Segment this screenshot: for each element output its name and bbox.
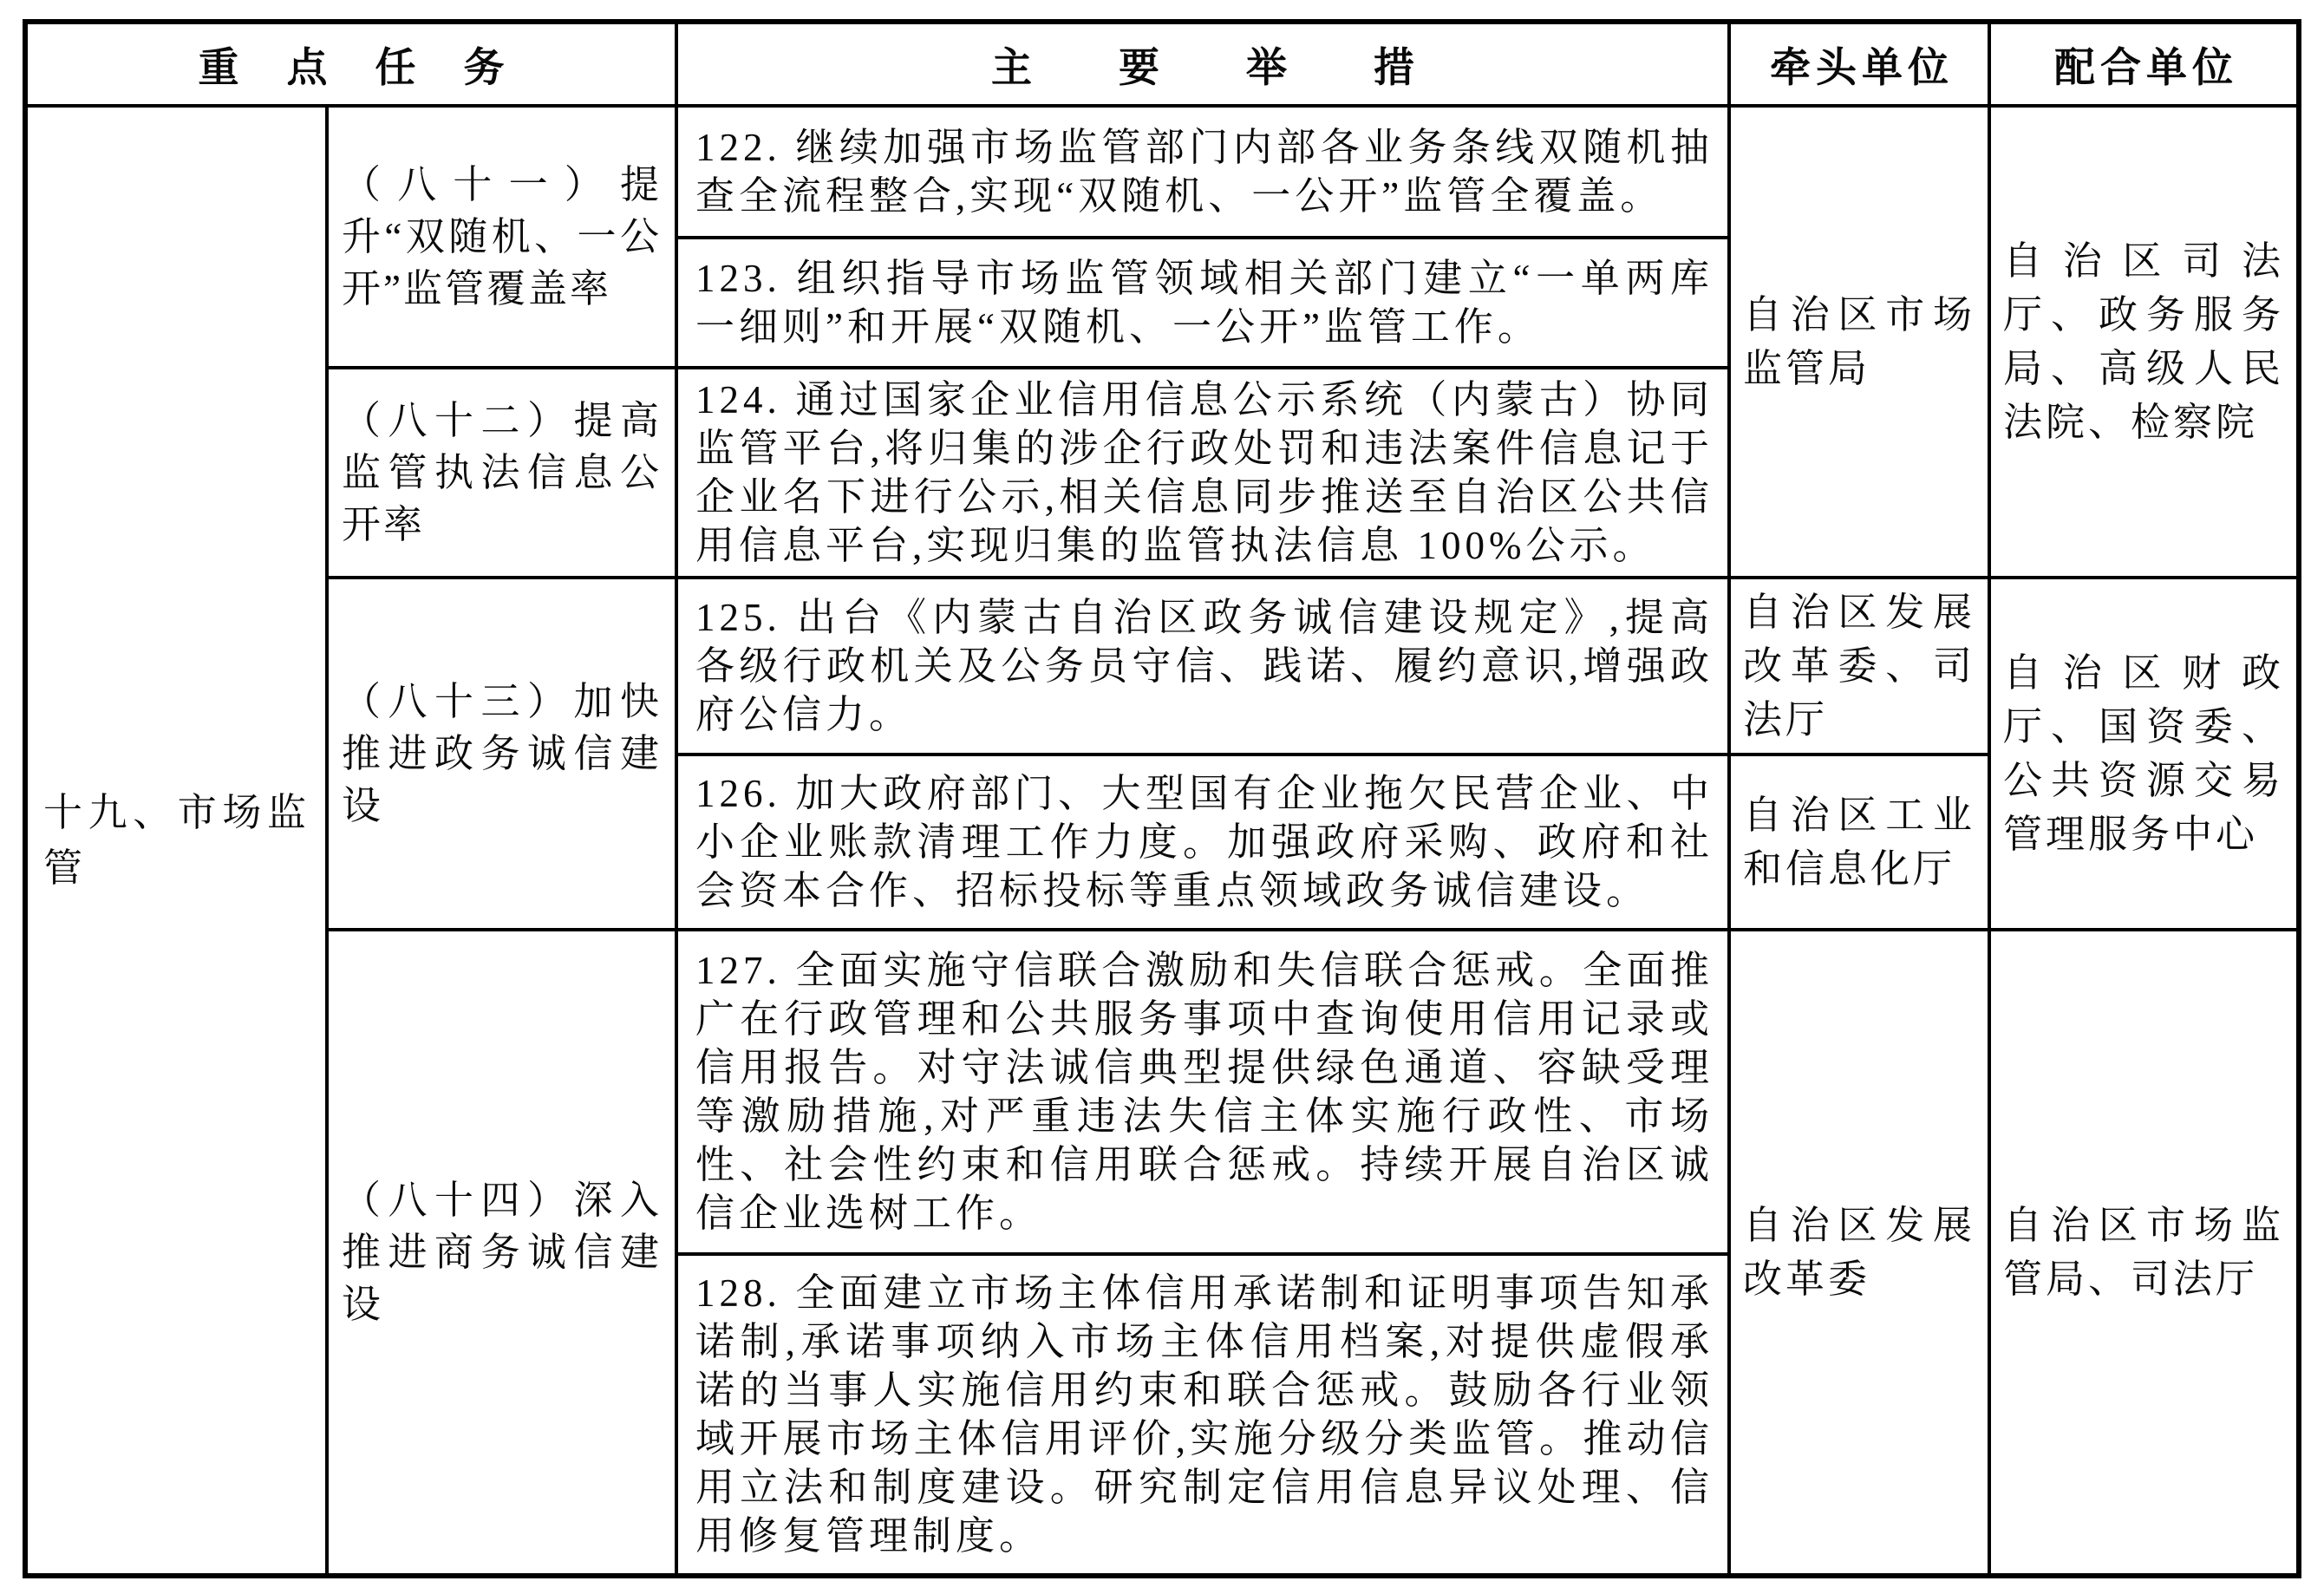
cell-subtask-82 (329, 369, 675, 576)
cell-measure-124 (678, 369, 1727, 576)
cell-measure-123 (678, 239, 1727, 366)
subtask-81-text: （八十一）提升“双随机、一公开”监管覆盖率 (342, 163, 662, 310)
subtask-84-text: （八十四）深入推进商务诚信建设 (342, 1179, 662, 1326)
cell-measure-122 (678, 108, 1727, 236)
cell-subtask-81 (329, 108, 675, 366)
column-header-main-measures-label: 主要举措 (991, 43, 1501, 90)
lead-unit-125-text: 自治区发展改革委、司法厅 (1743, 591, 1975, 741)
support-unit-122-124-text: 自治区司法厅、政务服务局、高级人民法院、检察院 (2003, 239, 2284, 444)
measure-125-text: 125. 出台《内蒙古自治区政务诚信建设规定》,提高各级行政机关及公务员守信、践诺、履约意识,增强政府公信力。 (695, 596, 1714, 736)
column-header-lead-unit (1731, 24, 1988, 104)
measure-128-text: 128. 全面建立市场主体信用承诺制和证明事项告知承诺制,承诺事项纳入市场主体信用档案,对提供虚假承诺的当事人实施信用约束和联合惩戒。鼓励各行业领域开展市场主体信用评价,实施分级分类监管。推动信用立法和制度建设。研究制定信用信息异议处理、信用修复管理制度。 (695, 1271, 1714, 1558)
cell-subtask-83 (329, 579, 675, 928)
column-header-support-unit-label: 配合单位 (2054, 43, 2238, 90)
column-header-lead-unit-label: 牵头单位 (1770, 43, 1954, 90)
cell-measure-127 (678, 931, 1727, 1252)
cell-major-task-19-market-supervision (28, 108, 325, 1573)
subtask-83-text: （八十三）加快推进政务诚信建设 (342, 680, 662, 827)
cell-measure-125 (678, 579, 1727, 753)
column-header-support-unit (1991, 24, 2296, 104)
lead-unit-126-text: 自治区工业和信息化厅 (1743, 794, 1975, 891)
measure-122-text: 122. 继续加强市场监管部门内部各业务条线双随机抽查全流程整合,实现“双随机、一公开”监管全覆盖。 (695, 126, 1714, 218)
support-unit-127-128-text: 自治区市场监管局、司法厅 (2003, 1204, 2284, 1301)
support-unit-125-126-text: 自治区财政厅、国资委、公共资源交易管理服务中心 (2003, 651, 2284, 856)
subtask-82-text: （八十二）提高监管执法信息公开率 (342, 399, 662, 546)
cell-lead-unit-127-128 (1731, 931, 1988, 1573)
cell-measure-126 (678, 756, 1727, 928)
cell-support-unit-127-128 (1991, 931, 2296, 1573)
measure-124-text: 124. 通过国家企业信用信息公示系统（内蒙古）协同监管平台,将归集的涉企行政处罚和违法案件信息记于企业名下进行公示,相关信息同步推送至自治区公共信用信息平台,实现归集的监管执法信息 100%公示。 (695, 378, 1714, 567)
cell-measure-128 (678, 1256, 1727, 1573)
work-plan-table (23, 19, 2301, 1578)
cell-lead-unit-125 (1731, 579, 1988, 753)
cell-lead-unit-122-124 (1731, 108, 1988, 576)
cell-support-unit-125-126 (1991, 579, 2296, 928)
cell-subtask-84 (329, 931, 675, 1573)
cell-lead-unit-126 (1731, 756, 1988, 928)
lead-unit-122-124-text: 自治区市场监管局 (1743, 293, 1975, 390)
measure-127-text: 127. 全面实施守信联合激励和失信联合惩戒。全面推广在行政管理和公共服务事项中查询使用信用记录或信用报告。对守法诚信典型提供绿色通道、容缺受理等激励措施,对严重违法失信主体实施行政性、市场性、社会性约束和信用联合惩戒。持续开展自治区诚信企业选树工作。 (695, 949, 1714, 1235)
major-task-text: 十九、市场监管 (43, 791, 310, 890)
column-header-main-measures (678, 24, 1727, 104)
measure-126-text: 126. 加大政府部门、大型国有企业拖欠民营企业、中小企业账款清理工作力度。加强政府采购、政府和社会资本合作、招标投标等重点领域政务诚信建设。 (695, 772, 1714, 912)
column-header-key-tasks-label: 重点任务 (198, 43, 552, 90)
measure-123-text: 123. 组织指导市场监管领域相关部门建立“一单两库一细则”和开展“双随机、一公开”监管工作。 (695, 257, 1714, 349)
cell-support-unit-122-124 (1991, 108, 2296, 576)
column-header-key-tasks (28, 24, 675, 104)
lead-unit-127-128-text: 自治区发展改革委 (1743, 1204, 1975, 1301)
